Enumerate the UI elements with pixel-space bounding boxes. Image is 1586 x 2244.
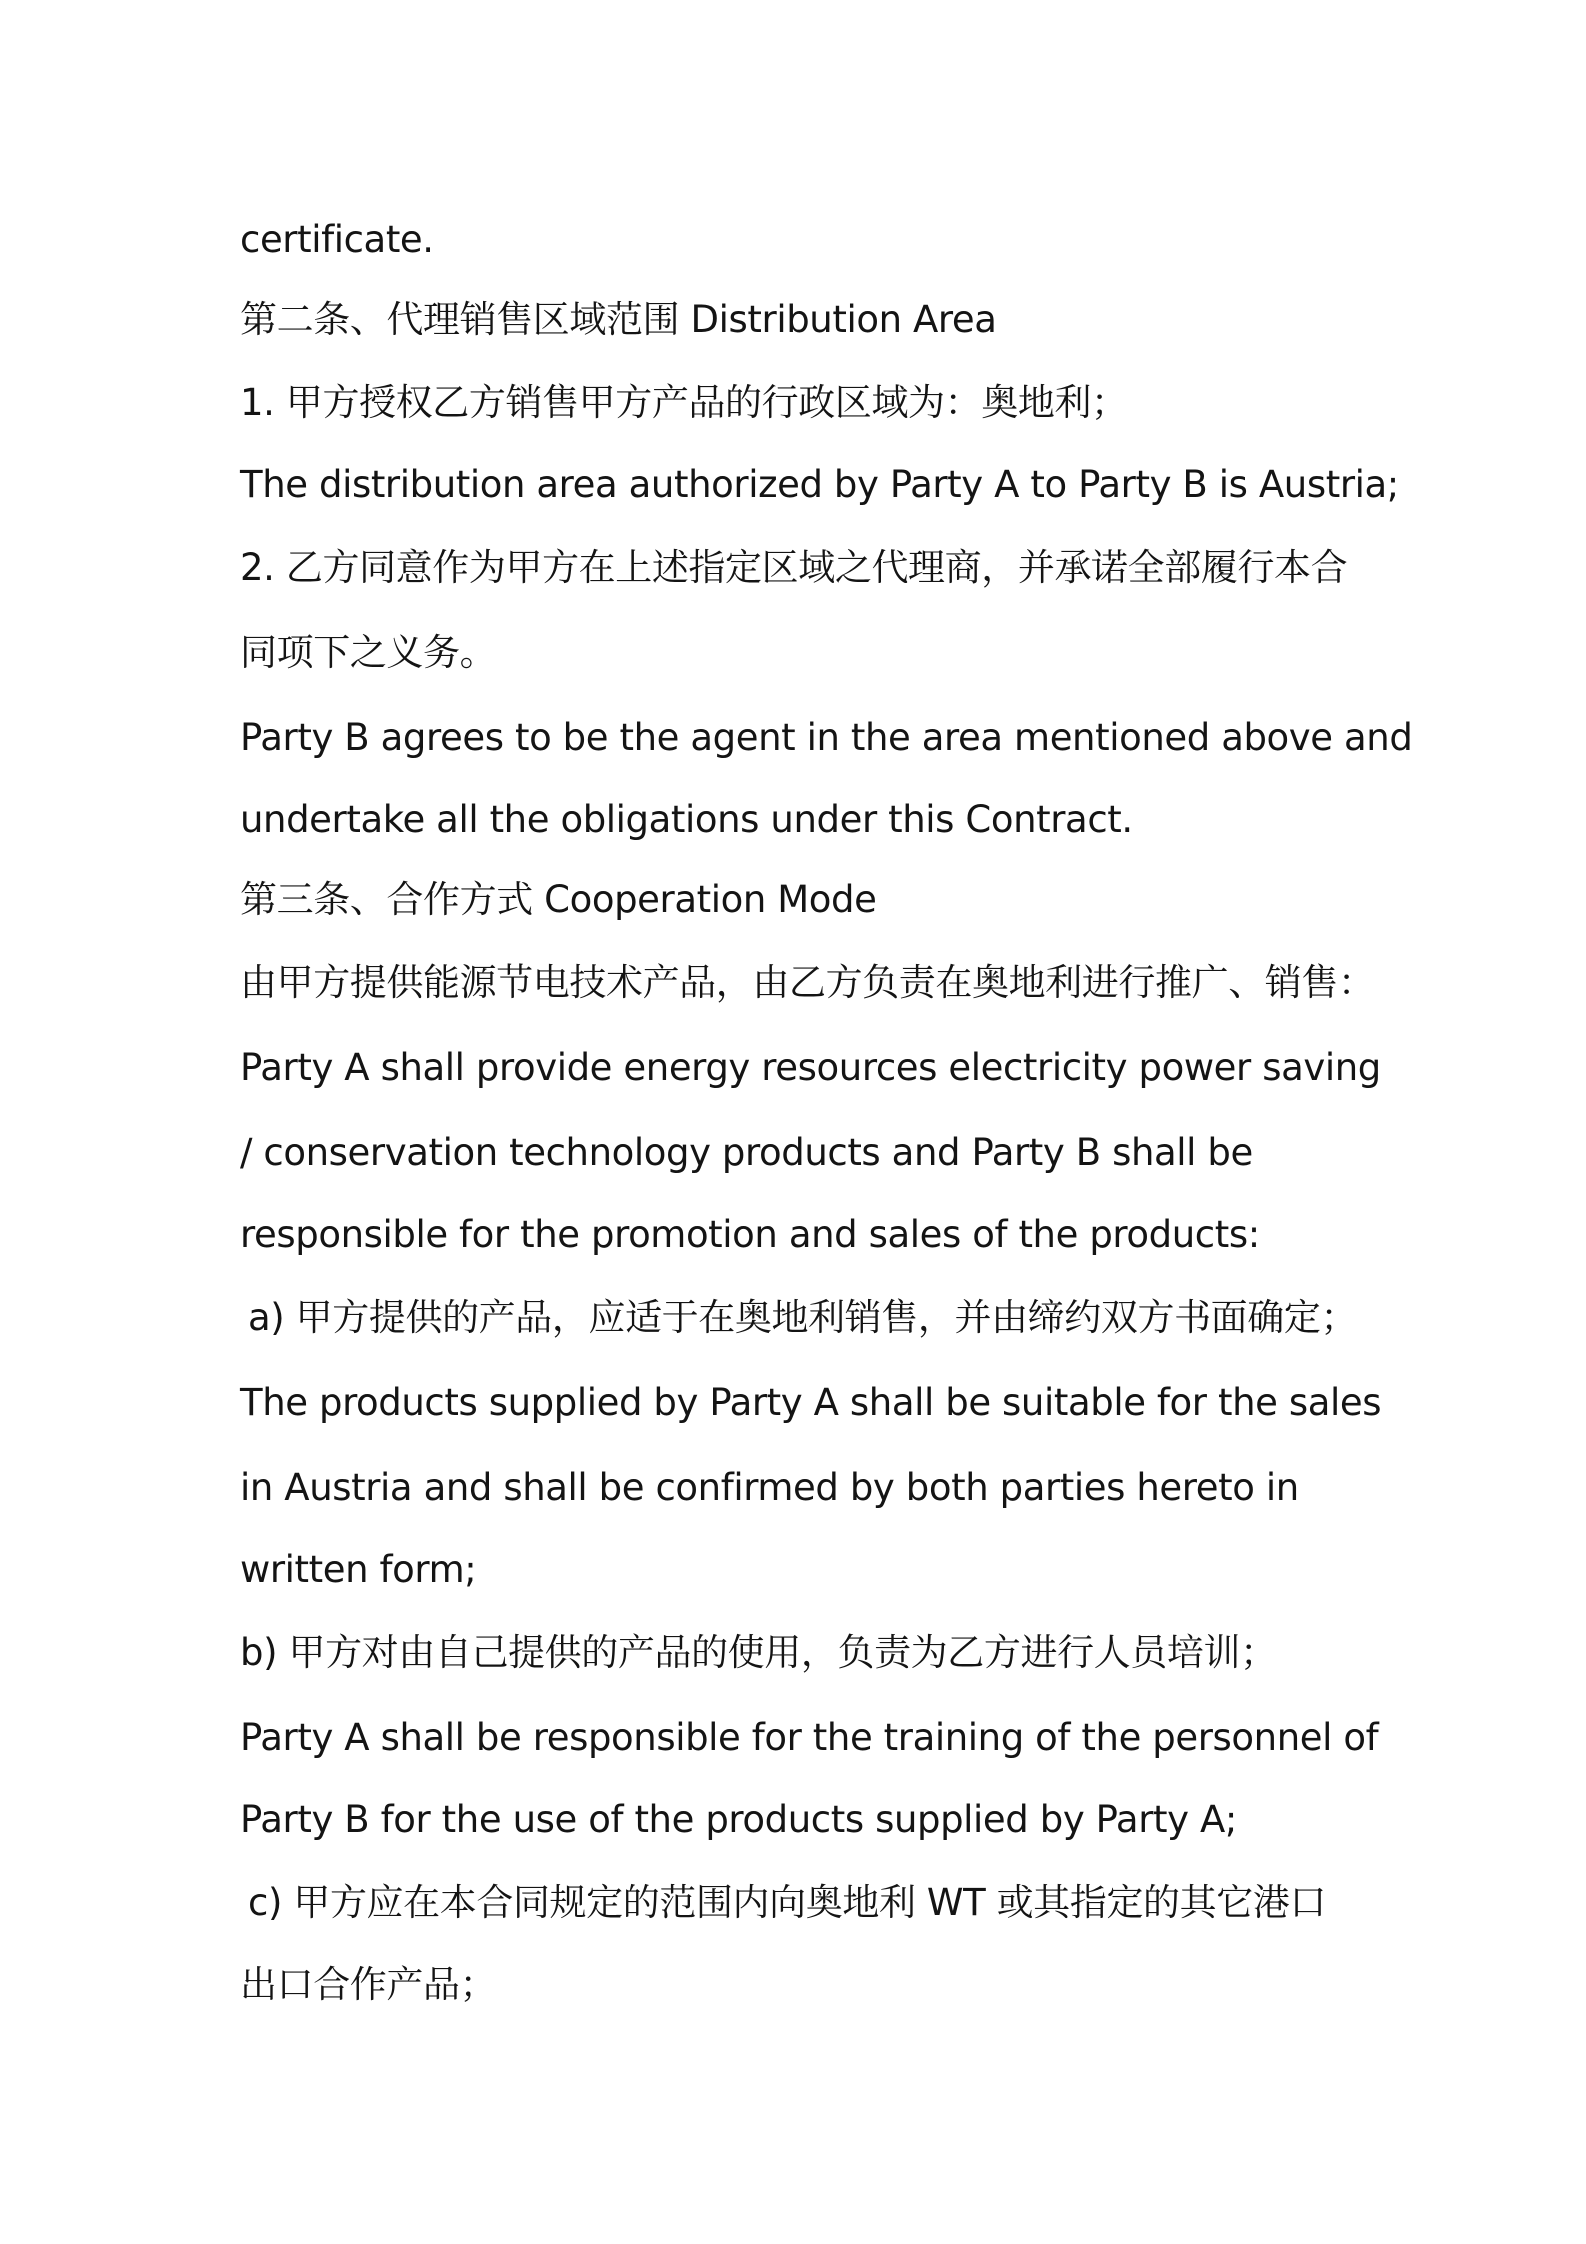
article-2-heading: 第二条、代理销售区域范围 Distribution Area bbox=[240, 298, 997, 341]
text-line: 出口合作产品； bbox=[240, 1963, 497, 2006]
text-line: The distribution area authorized by Party A to Party B is Austria; bbox=[240, 463, 1399, 506]
text-line: / conservation technology products and Party B shall be bbox=[240, 1131, 1253, 1174]
text-line: Party A shall provide energy resources electricity power saving bbox=[240, 1046, 1381, 1089]
clause-c: c) 甲方应在本合同规定的范围内向奥地利 WT 或其指定的其它港口 bbox=[248, 1881, 1327, 1924]
article-3-heading: 第三条、合作方式 Cooperation Mode bbox=[240, 878, 877, 921]
text-line: written form; bbox=[240, 1548, 477, 1591]
text-line: Party A shall be responsible for the training of the personnel of bbox=[240, 1716, 1379, 1759]
text-line: The products supplied by Party A shall be suitable for the sales bbox=[240, 1381, 1382, 1424]
text-line: Party B for the use of the products supplied by Party A; bbox=[240, 1798, 1237, 1841]
text-line: undertake all the obligations under this Contract. bbox=[240, 798, 1133, 841]
text-line: 同项下之义务。 bbox=[240, 631, 497, 674]
text-line: Party B agrees to be the agent in the area mentioned above and bbox=[240, 716, 1413, 759]
text-line: responsible for the promotion and sales of the products: bbox=[240, 1213, 1260, 1256]
text-line: in Austria and shall be confirmed by both parties hereto in bbox=[240, 1466, 1299, 1509]
text-line: 2. 乙方同意作为甲方在上述指定区域之代理商，并承诺全部履行本合 bbox=[240, 546, 1348, 589]
text-line: 1. 甲方授权乙方销售甲方产品的行政区域为：奥地利； bbox=[240, 381, 1128, 424]
clause-b: b) 甲方对由自己提供的产品的使用，负责为乙方进行人员培训； bbox=[240, 1631, 1277, 1674]
clause-a: a) 甲方提供的产品，应适于在奥地利销售，并由缔约双方书面确定； bbox=[248, 1296, 1358, 1339]
text-line: 由甲方提供能源节电技术产品，由乙方负责在奥地利进行推广、销售： bbox=[240, 961, 1375, 1004]
document-body bbox=[240, 200, 1413, 2025]
text-line: certificate. bbox=[240, 218, 434, 261]
